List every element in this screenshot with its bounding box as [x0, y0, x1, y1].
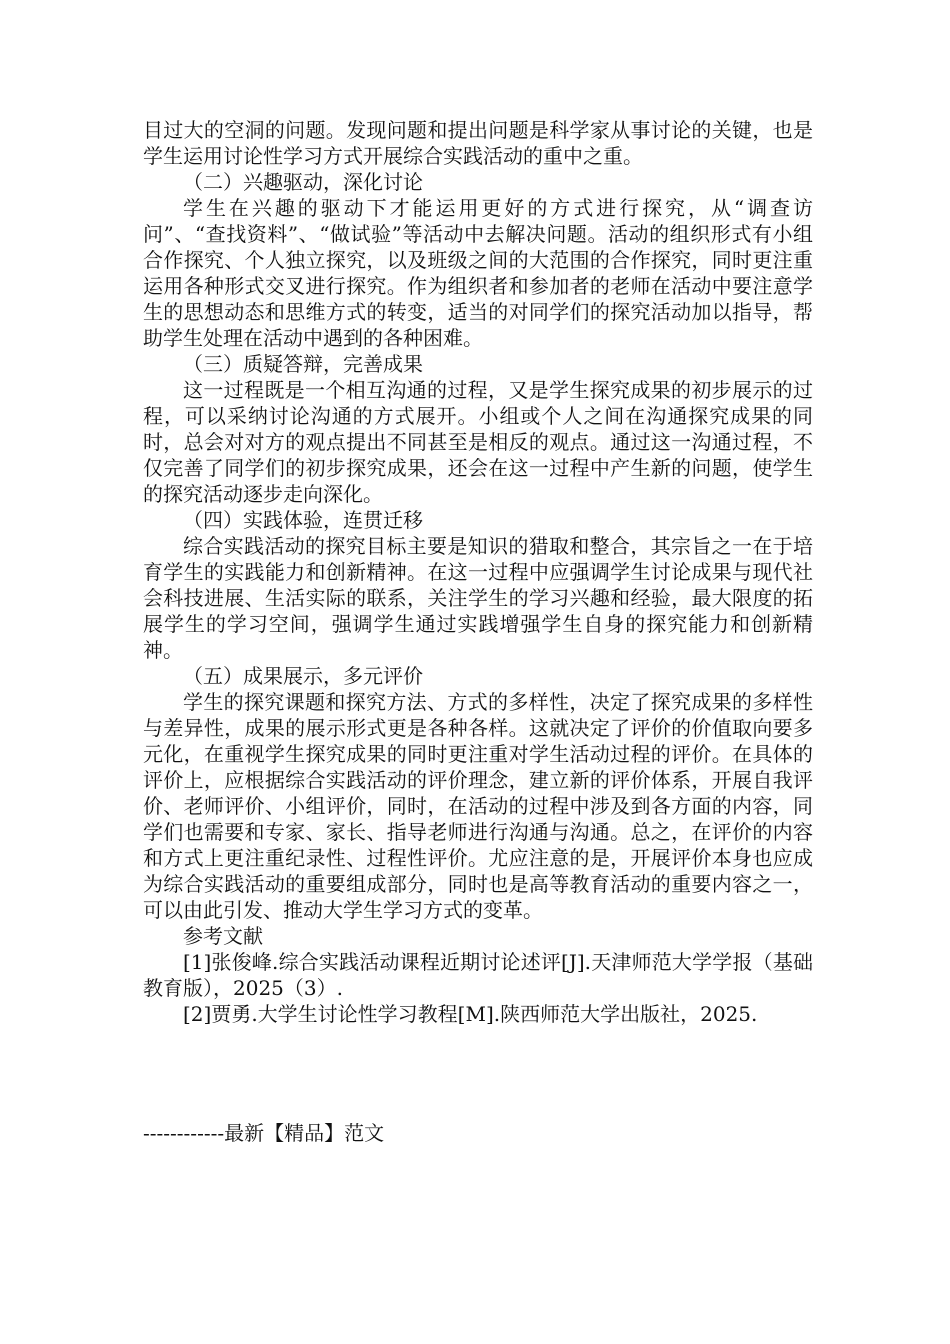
section-heading-3: （三）质疑答辩，完善成果 [183, 352, 423, 376]
paragraph: 学生在兴趣的驱动下才能运用更好的方式进行探究，从“调查访问”、“查找资料”、“做试验”等活动中去解决问题。活动的组织形式有小组合作探究、个人独立探究，以及班级之间的大范围的合作探究，同时更注重运用各种形式交叉进行探究。作为组织者和参加者的老师在活动中要注意学生的思想动态和思维方式的转变，适当的对同学们的探究活动加以指导，帮助学生处理在活动中遇到的各种困难。 [143, 196, 813, 350]
section-heading-4: （四）实践体验，连贯迁移 [183, 508, 423, 532]
reference-item: [1]张俊峰.综合实践活动课程近期讨论述评[J].天津师范大学学报（基础教育版），2025（3）. [143, 950, 813, 1000]
section-heading-2: （二）兴趣驱动，深化讨论 [183, 170, 423, 194]
paragraph-continued: 目过大的空洞的问题。发现问题和提出问题是科学家从事讨论的关键，也是学生运用讨论性学习方式开展综合实践活动的重中之重。 [143, 118, 813, 168]
footer-tagline: ------------最新【精品】范文 [143, 1121, 385, 1145]
paragraph: 综合实践活动的探究目标主要是知识的猎取和整合，其宗旨之一在于培育学生的实践能力和创新精神。在这一过程中应强调学生讨论成果与现代社会科技进展、生活实际的联系，关注学生的学习兴趣和经验，最大限度的拓展学生的学习空间，强调学生通过实践增强学生自身的探究能力和创新精神。 [143, 534, 813, 662]
section-heading-5: （五）成果展示，多元评价 [183, 664, 423, 688]
paragraph: 学生的探究课题和探究方法、方式的多样性，决定了探究成果的多样性与差异性，成果的展示形式更是各种各样。这就决定了评价的价值取向要多元化，在重视学生探究成果的同时更注重对学生活动过程的评价。在具体的评价上，应根据综合实践活动的评价理念，建立新的评价体系，开展自我评价、老师评价、小组评价，同时，在活动的过程中涉及到各方面的内容，同学们也需要和专家、家长、指导老师进行沟通与沟通。总之，在评价的内容和方式上更注重纪录性、过程性评价。尤应注意的是，开展评价本身也应成为综合实践活动的重要组成部分，同时也是高等教育活动的重要内容之一，可以由此引发、推动大学生学习方式的变革。 [143, 690, 813, 922]
document-body [143, 117, 813, 1027]
references-title: 参考文献 [183, 924, 263, 948]
paragraph: 这一过程既是一个相互沟通的过程，又是学生探究成果的初步展示的过程，可以采纳讨论沟通的方式展开。小组或个人之间在沟通探究成果的同时，总会对对方的观点提出不同甚至是相反的观点。通过这一沟通过程，不仅完善了同学们的初步探究成果，还会在这一过程中产生新的问题，使学生的探究活动逐步走向深化。 [143, 378, 813, 506]
reference-item: [2]贾勇.大学生讨论性学习教程[M].陕西师范大学出版社，2025. [183, 1002, 758, 1026]
